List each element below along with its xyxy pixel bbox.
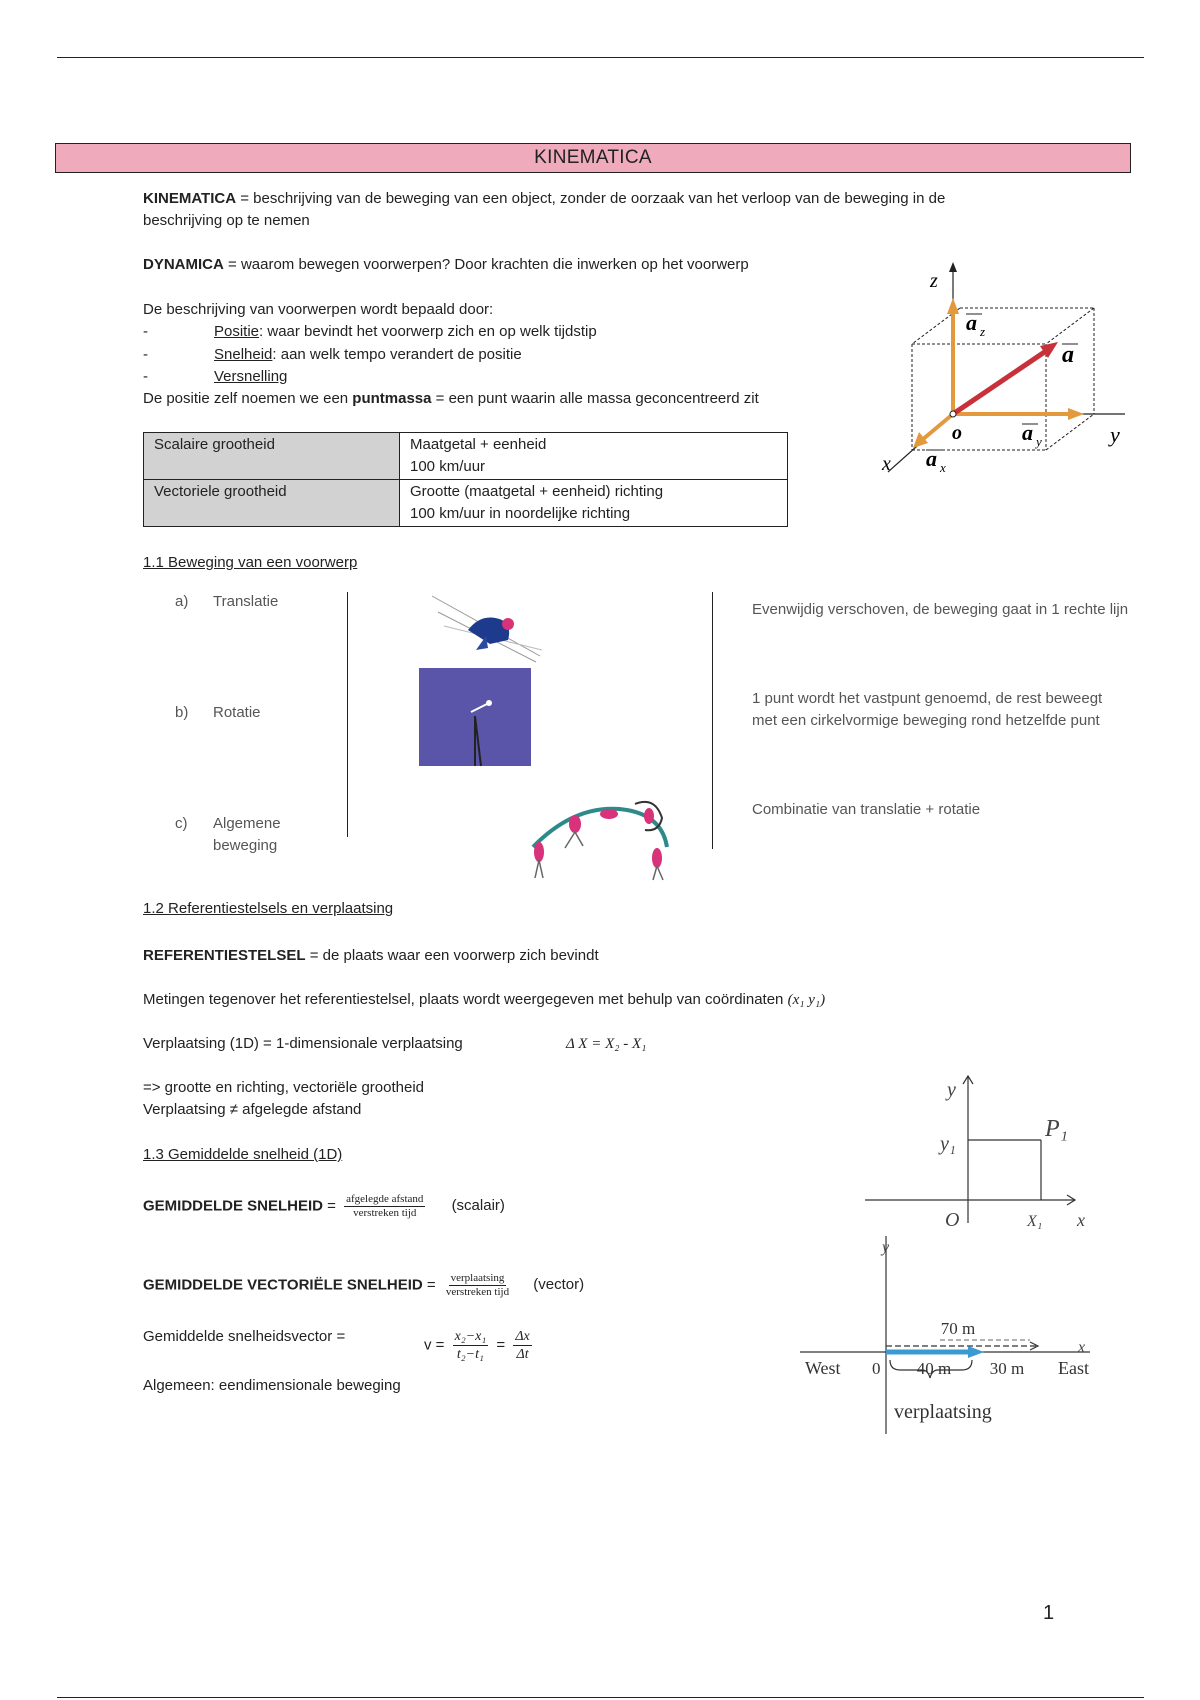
- cell-line: 100 km/uur in noordelijke richting: [410, 505, 631, 522]
- algemene-label-line1: Algemene: [213, 815, 281, 832]
- verplaatsing-text: Verplaatsing (1D) = 1-dimensionale verplaatsing: [143, 1035, 463, 1052]
- rotatie-desc-line2: met een cirkelvormige beweging rond hetzelfde punt: [752, 712, 1100, 729]
- rotatie-desc-line1: 1 punt wordt het vastpunt genoemd, de rest beweegt: [752, 690, 1103, 707]
- snelheidsvector-label: Gemiddelde snelheidsvector =: [143, 1328, 346, 1345]
- fraction-numerator: verplaatsing: [450, 1272, 505, 1284]
- referentiestelsel-def: = de plaats waar een voorwerp zich bevindt: [305, 947, 599, 964]
- puntmassa-term: puntmassa: [352, 390, 432, 407]
- cell-line: Maatgetal + eenheid: [410, 436, 547, 453]
- referentiestelsel-definition: [143, 945, 599, 967]
- zero-label: 0: [872, 1359, 881, 1378]
- z-axis-arrowhead: [949, 262, 957, 272]
- rotatie-letter: b): [175, 704, 189, 721]
- a-vector-line: [953, 351, 1046, 414]
- bullet-dash: -: [143, 323, 148, 340]
- ay-label: a: [1022, 420, 1033, 445]
- page-title: KINEMATICA: [55, 143, 1131, 173]
- x-axis-label: x: [882, 453, 891, 475]
- origin-point: [950, 411, 956, 417]
- delta-x-formula: Δ X = X₂ - X₁: [566, 1036, 647, 1052]
- motion-divider-right: [712, 592, 713, 849]
- z-axis-label: z: [930, 270, 938, 292]
- cell-line: 100 km/uur: [410, 458, 486, 475]
- bullet-term: Positie: [214, 323, 260, 340]
- gemiddelde-vectoriele-snelheid-formula: [143, 1272, 584, 1299]
- algemeen-text: Algemeen: eendimensionale beweging: [143, 1377, 401, 1394]
- rotation-illustration: [419, 668, 531, 766]
- vector-component-diagram: [870, 262, 1140, 487]
- kinematica-def-line1: = beschrijving van de beweging van een object, zonder de oorzaak van het verloop van de beweging in de: [236, 190, 946, 207]
- table-cell: [400, 480, 788, 527]
- bullet-dash: -: [143, 368, 148, 385]
- kinematica-definition: [143, 188, 945, 232]
- grootte-text: => grootte en richting, vectoriële grootheid: [143, 1079, 425, 1096]
- cell-line: Grootte (maatgetal + eenheid) richting: [410, 483, 664, 500]
- table-header-cell: Scalaire grootheid: [144, 433, 400, 480]
- gemiddelde-vectoriele-snelheid-fraction: [444, 1272, 511, 1299]
- translatie-label: Translatie: [213, 593, 279, 610]
- v-equals: v =: [424, 1336, 449, 1354]
- motion-divider-left: [347, 592, 348, 837]
- seventy-meter-label: 70 m: [940, 1319, 976, 1338]
- algemene-letter: c): [175, 815, 188, 832]
- ax-label: a: [926, 446, 937, 471]
- metingen-sentence: Metingen tegenover het referentiestelsel, plaats wordt weergegeven met behulp van coördinaten: [143, 991, 788, 1008]
- ax-subscript: x: [940, 460, 946, 475]
- general-motion-illustration: [527, 792, 672, 882]
- dynamica-term: DYNAMICA: [143, 256, 224, 273]
- gemiddelde-vectoriele-snelheid-term: GEMIDDELDE VECTORIËLE SNELHEID: [143, 1276, 423, 1294]
- afstand-text: Verplaatsing ≠ afgelegde afstand: [143, 1101, 362, 1118]
- grootheid-table: [143, 432, 788, 527]
- equals-sign: =: [323, 1197, 341, 1215]
- fraction-numerator: Δx: [515, 1329, 530, 1344]
- bullet-text: : waar bevindt het voorwerp zich en op welk tijdstip: [259, 323, 597, 340]
- west-label: West: [805, 1358, 841, 1378]
- bullet-term: Versnelling: [214, 368, 288, 385]
- origin-label: o: [952, 422, 962, 444]
- vector-note: (vector): [533, 1276, 585, 1294]
- metingen-coordinates: (x₁ y₁): [787, 992, 826, 1008]
- coordinate-diagram: [855, 1068, 1100, 1233]
- ay-arrowhead: [1068, 408, 1084, 420]
- x-axis-label: x: [1078, 1339, 1086, 1356]
- skier-illustration: [430, 592, 545, 662]
- a-label: a: [1062, 342, 1074, 368]
- p1-label: P₁: [1045, 1116, 1069, 1142]
- translatie-description: Evenwijdig verschoven, de beweging gaat in 1 rechte lijn: [752, 601, 1129, 618]
- displacement-line-diagram: [800, 1236, 1100, 1436]
- thirty-meter-label: 30 m: [989, 1359, 1025, 1378]
- determined-by-text: De beschrijving van voorwerpen wordt bepaald door:: [143, 301, 494, 318]
- az-arrowhead: [947, 298, 959, 314]
- position-difference-fraction: [453, 1328, 489, 1363]
- origin-label: O: [945, 1209, 960, 1231]
- pivot-figure: [486, 700, 492, 706]
- page-number: 1: [1043, 1602, 1055, 1624]
- gymnast-figures: [534, 808, 662, 868]
- y-axis-label: y: [1110, 422, 1120, 447]
- dynamica-definition: [143, 254, 749, 276]
- table-row: [144, 433, 788, 480]
- ay-subscript: y: [1036, 434, 1042, 449]
- bullet-dash: -: [143, 345, 148, 363]
- gemiddelde-snelheid-fraction: [344, 1193, 425, 1220]
- displacement-arrowhead: [968, 1346, 984, 1358]
- table-row: [144, 480, 788, 527]
- translatie-letter: a): [175, 593, 189, 610]
- snelheidsvector-formula: [424, 1328, 536, 1363]
- delta-fraction: [513, 1328, 531, 1363]
- east-label: East: [1058, 1358, 1089, 1378]
- table-header-cell: Vectoriele grootheid: [144, 480, 400, 527]
- rotatie-label: Rotatie: [213, 704, 261, 721]
- skier-head: [502, 618, 514, 630]
- section-1-2-title: 1.2 Referentiestelsels en verplaatsing: [143, 900, 394, 917]
- rotatie-description: [752, 688, 1102, 732]
- fraction-denominator: verstreken tijd: [445, 1286, 510, 1298]
- puntmassa-pre: De positie zelf noemen we een: [143, 390, 353, 407]
- algemene-description: Combinatie van translatie + rotatie: [752, 801, 981, 818]
- algemene-label-line2: beweging: [213, 837, 278, 854]
- y1-label: y₁: [940, 1133, 956, 1155]
- kinematica-term: KINEMATICA: [143, 190, 237, 207]
- gemiddelde-snelheid-formula: [143, 1193, 505, 1220]
- fraction-denominator: verstreken tijd: [353, 1207, 417, 1219]
- equals-sign: =: [492, 1336, 510, 1354]
- metingen-text: [143, 989, 825, 1011]
- scalair-note: (scalair): [451, 1197, 505, 1215]
- az-subscript: z: [980, 324, 986, 339]
- table-cell: [400, 433, 788, 480]
- fraction-numerator: x₂−x₁: [454, 1329, 487, 1344]
- fraction-denominator: Δt: [516, 1347, 529, 1362]
- bullet-term: Snelheid: [214, 345, 273, 363]
- bottom-rule: [57, 1697, 1144, 1698]
- gemiddelde-snelheid-term: GEMIDDELDE SNELHEID: [143, 1197, 324, 1215]
- fraction-numerator: afgelegde afstand: [346, 1193, 424, 1205]
- forty-meter-label: 40 m: [916, 1359, 952, 1378]
- gymnast-limbs: [535, 832, 663, 880]
- algemene-label: [213, 813, 281, 857]
- kinematica-def-line2: beschrijving op te nemen: [143, 212, 310, 229]
- y-axis-label: y: [882, 1239, 890, 1256]
- equals-sign: =: [422, 1276, 440, 1294]
- x1-label: X₁: [1027, 1213, 1043, 1230]
- bullet-text: : aan welk tempo verandert de positie: [272, 345, 522, 363]
- ax-component-line: [922, 414, 953, 440]
- az-label: a: [966, 310, 977, 335]
- y-axis-label: y: [947, 1079, 956, 1101]
- verplaatsing-label: verplaatsing: [894, 1401, 992, 1423]
- puntmassa-post: = een punt waarin alle massa geconcentreerd zit: [431, 390, 759, 407]
- section-1-1-title: 1.1 Beweging van een voorwerp: [143, 554, 358, 571]
- dynamica-def: = waarom bewegen voorwerpen? Door krachten die inwerken op het voorwerp: [223, 256, 749, 273]
- referentiestelsel-term: REFERENTIESTELSEL: [143, 947, 306, 964]
- puntmassa-definition: [143, 388, 759, 410]
- fraction-denominator: t₂−t₁: [456, 1347, 484, 1362]
- x-axis-label: x: [1077, 1210, 1085, 1230]
- top-rule: [57, 57, 1144, 58]
- section-1-3-title: 1.3 Gemiddelde snelheid (1D): [143, 1146, 343, 1163]
